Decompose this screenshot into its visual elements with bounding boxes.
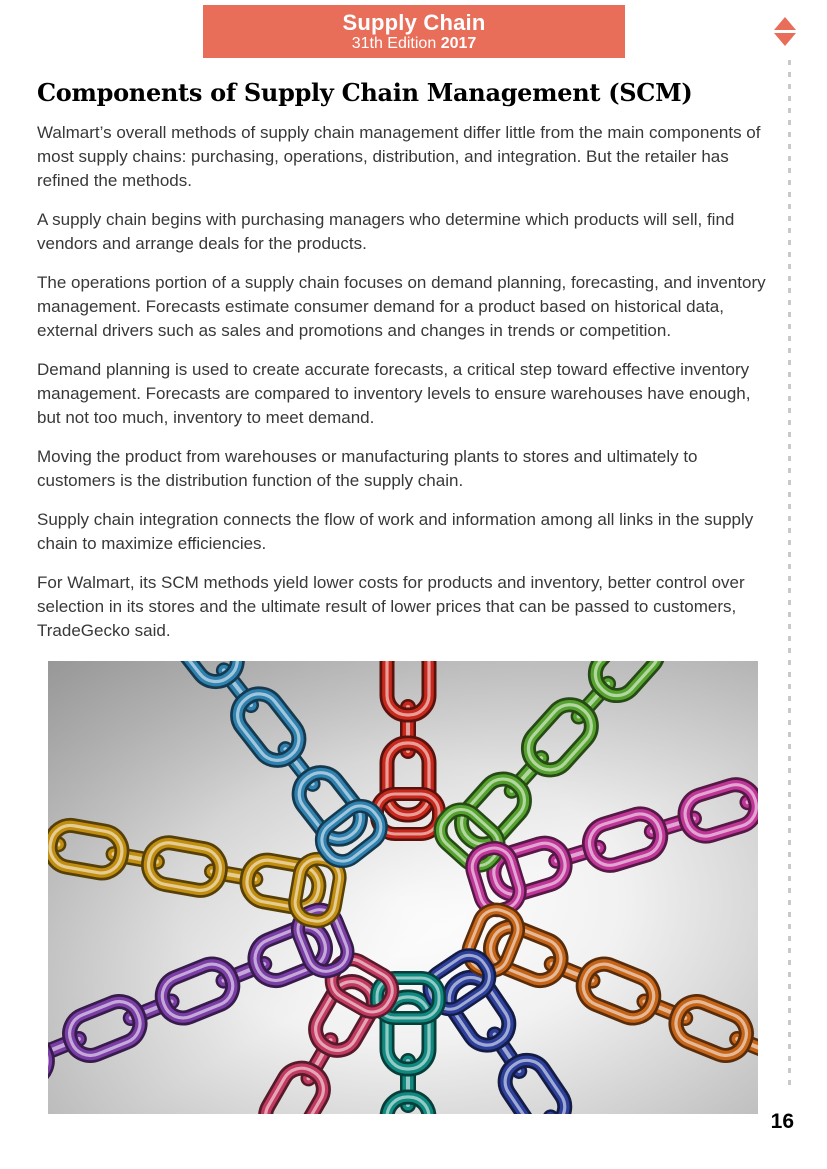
article-content <box>37 78 770 658</box>
banner-edition-year: 2017 <box>440 34 477 52</box>
banner-edition-prefix: 31th Edition <box>351 34 437 52</box>
paragraph-4: Demand planning is used to create accurate forecasts, a critical step toward effective inventory management. Forecasts are compared to inventory levels to ensure warehouses have enough, but not too much, inventory to meet demand. <box>37 360 751 427</box>
triangle-down-icon <box>774 33 796 46</box>
paragraph-5: Moving the product from warehouses or manufacturing plants to stores and ultimately to customers is the distribution function of the supply chain. <box>37 447 698 490</box>
edition-banner <box>203 5 625 58</box>
chains-figure-svg <box>48 661 758 1114</box>
paragraph-6: Supply chain integration connects the flow of work and information among all links in the supply chain to maximize efficiencies. <box>37 510 754 553</box>
paragraph-7: For Walmart, its SCM methods yield lower costs for products and inventory, better control over selection in its stores and the ultimate result of lower prices that can be passed to customers, TradeGecko said. <box>37 573 745 640</box>
paragraph-3: The operations portion of a supply chain focuses on demand planning, forecasting, and inventory management. Forecasts estimate consumer demand for a product based on historical data, external drivers such as sales and promotions and changes in trends or competition. <box>37 273 766 340</box>
dashed-margin-rule <box>788 60 791 1090</box>
chains-illustration <box>48 661 758 1114</box>
diamond-sort-icon[interactable] <box>774 17 796 46</box>
paragraph-1: Walmart’s overall methods of supply chain management differ little from the main components of most supply chains: purchasing, operations, distribution, and integration. But the retailer has refined the methods. <box>37 123 761 190</box>
banner-subtitle <box>203 35 625 53</box>
paragraph-2: A supply chain begins with purchasing managers who determine which products will sell, find vendors and arrange deals for the products. <box>37 210 735 253</box>
page-number: 16 <box>770 1110 794 1133</box>
triangle-up-icon <box>774 17 796 30</box>
page-title: Components of Supply Chain Management (SCM) <box>37 78 693 107</box>
banner-title: Supply Chain <box>342 9 486 35</box>
